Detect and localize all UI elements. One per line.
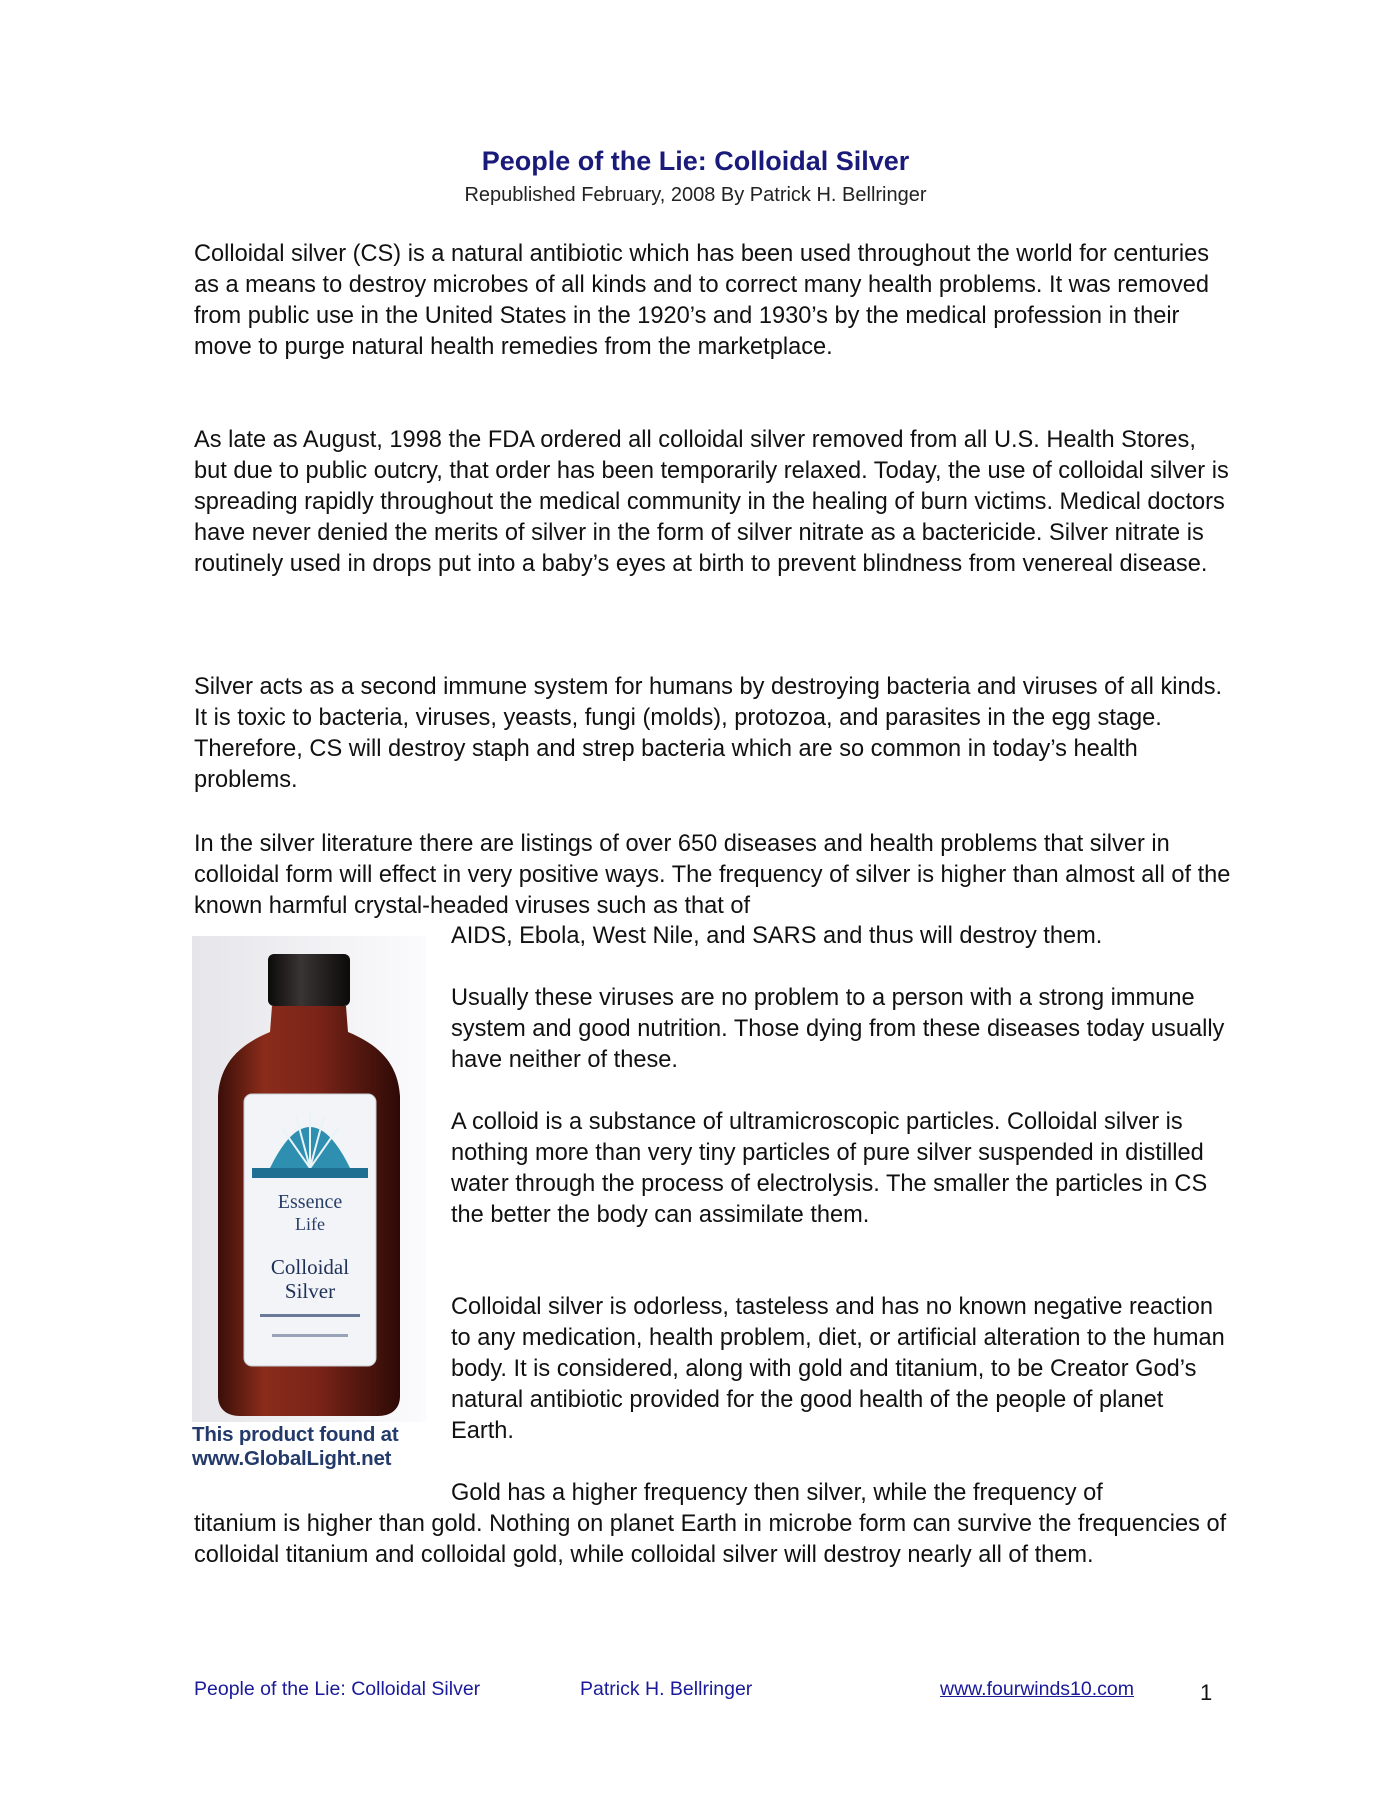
paragraph-viruses: Usually these viruses are no problem to a person with a strong immune system and good nutrition. Those dying from these diseases today usually have neither of these. [451, 985, 1225, 1073]
paragraph-odorless: Colloidal silver is odorless, tasteless and has no known negative reaction to any medication, health problem, diet, or artificial alteration to the human body. It is considered, along with gold and titanium, to be Creator God’s natural antibiotic provided for the good health of the people of planet Earth. [451, 1294, 1225, 1444]
page-number: 1 [1200, 1680, 1213, 1705]
label-brand-2: Life [295, 1214, 325, 1234]
bottle-cap [268, 954, 350, 1006]
caption-line-1: This product found at [192, 1423, 399, 1446]
paragraph-fda: As late as August, 1998 the FDA ordered all colloidal silver removed from all U.S. Health Stores, but due to public outcry, that order has been temporarily relaxed. Today, the use of colloidal silver is spreading rapidly throughout the medical community in the healing of burn victims. Medical doctors have never denied the merits of silver in the form of silver nitrate as a bactericide. Silver nitrate is routinely used in drops put into a baby’s eyes at birth to prevent blindness from venereal disease. [194, 427, 1229, 577]
paragraph-gold: Gold has a higher frequency then silver, while the frequency of [451, 1480, 1103, 1506]
footer-title: People of the Lie: Colloidal Silver [194, 1678, 481, 1700]
paragraph-immune: Silver acts as a second immune system for humans by destroying bacteria and viruses of all kinds. It is toxic to bacteria, viruses, yeasts, fungi (molds), protozoa, and parasites in the egg stage. Therefore, CS will destroy staph and strep bacteria which are so common in today’s health problems. [194, 674, 1223, 793]
product-bottle-image [192, 936, 426, 1476]
document-subtitle: Republished February, 2008 By Patrick H. Bellringer [464, 184, 927, 206]
paragraph-literature: In the silver literature there are listings of over 650 diseases and health problems that silver in colloidal form will effect in very positive ways. The frequency of silver is higher than almost all of the known harmful crystal-headed viruses such as that of [194, 831, 1231, 919]
label-brand-1: Essence [277, 1191, 343, 1213]
paragraph-colloid: A colloid is a substance of ultramicroscopic particles. Colloidal silver is nothing more than very tiny particles of pure silver suspended in distilled water through the process of electrolysis. The smaller the particles in CS the better the body can assimilate them. [451, 1109, 1208, 1228]
label-product-2: Silver [284, 1279, 336, 1303]
image-caption [192, 1423, 432, 1471]
paragraph-intro: Colloidal silver (CS) is a natural antibiotic which has been used throughout the world for centuries as a means to destroy microbes of all kinds and to correct many health problems. It was removed from public use in the United States in the 1920’s and 1930’s by the medical profession in their move to purge natural health remedies from the marketplace. [194, 241, 1210, 360]
bottle-illustration [192, 936, 426, 1422]
paragraph-literature-continued: AIDS, Ebola, West Nile, and SARS and thus will destroy them. [451, 923, 1103, 949]
caption-line-2: www.GlobalLight.net [192, 1447, 392, 1470]
paragraph-gold-continued: titanium is higher than gold. Nothing on planet Earth in microbe form can survive the frequencies of colloidal titanium and colloidal gold, while colloidal silver will destroy nearly all of them. [194, 1511, 1227, 1568]
label-product-1: Colloidal [270, 1255, 350, 1279]
document-title: People of the Lie: Colloidal Silver [481, 146, 910, 176]
footer-link[interactable]: www.fourwinds10.com [940, 1678, 1134, 1700]
footer-author: Patrick H. Bellringer [580, 1678, 753, 1700]
